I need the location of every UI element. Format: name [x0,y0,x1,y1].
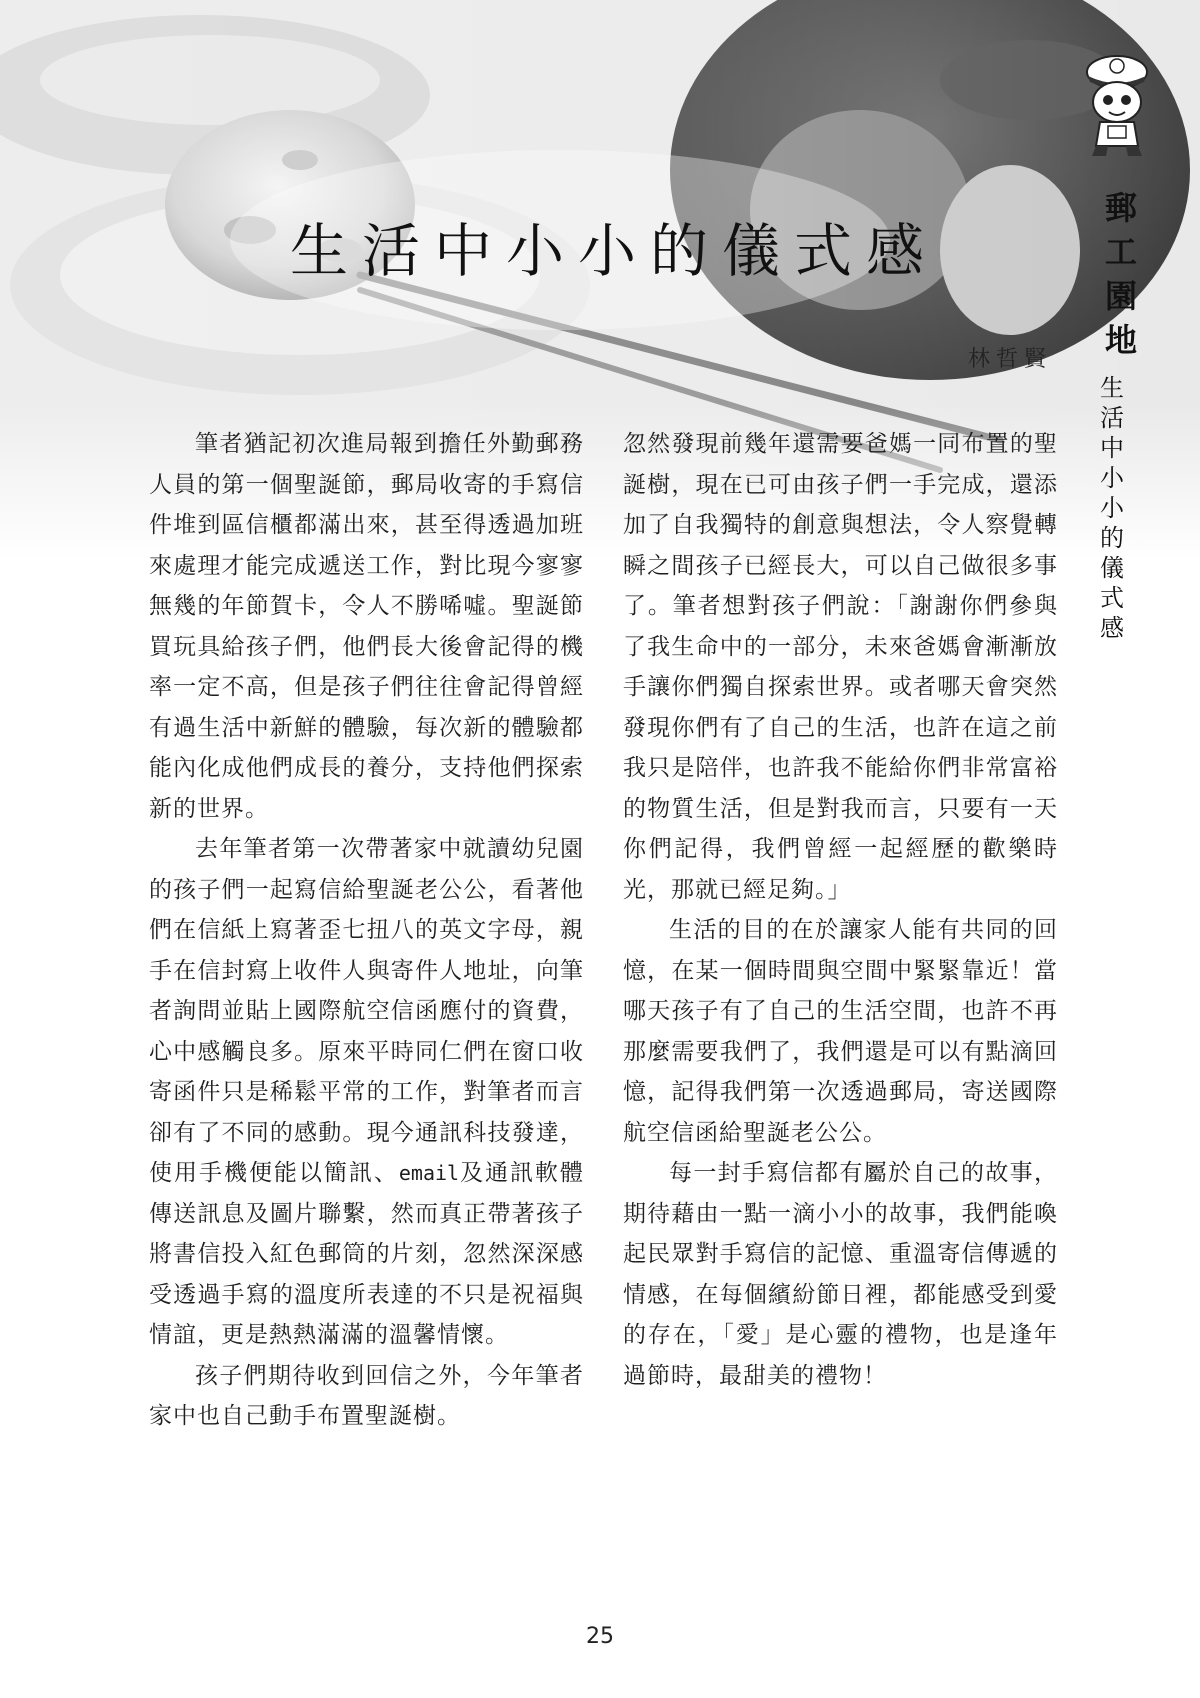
side-article-title: 生 活 中 小 小 的 儀 式 感 [1100,374,1124,642]
paragraph: 去年筆者第一次帶著家中就讀幼兒園的孩子們一起寫信給聖誕老公公，看著他們在信紙上寫著歪七扭八的英文字母，親手在信封寫上收件人與寄件人地址，向筆者詢問並貼上國際航空信函應付的資費，心中感觸良多。原來平時同仁們在窗口收寄函件只是稀鬆平常的工作，對筆者而言卻有了不同的感動。現今通訊科技發達，使用手機便能以簡訊、email及通訊軟體傳送訊息及圖片聯繫，然而真正帶著孩子將書信投入紅色郵筒的片刻，忽然深深感受透過手寫的溫度所表達的不只是祝福與情誼，更是熱熱滿滿的溫馨情懷。 [149,836,585,1348]
paragraph: 每一封手寫信都有屬於自己的故事，期待藉由一點一滴小小的故事，我們能喚起民眾對手寫信的記憶、重溫寄信傳遞的情感，在每個繽紛節日裡，都能感受到愛的存在，「愛」是心靈的禮物，也是逢年過節時，最甜美的禮物！ [623,1160,1058,1389]
article-title: 生活中小小的儀式感 [290,217,939,285]
body-column-right [623,424,1058,1396]
paragraph: 筆者猶記初次進局報到擔任外勤郵務人員的第一個聖誕節，郵局收寄的手寫信件堆到區信櫃都滿出來，甚至得透過加班來處理才能完成遞送工作，對比現今寥寥無幾的年節賀卡，令人不勝唏噓。聖誕節買玩具給孩子們，他們長大後會記得的機率一定不高，但是孩子們往往會記得曾經有過生活中新鮮的體驗，每次新的體驗都能內化成他們成長的養分，支持他們探索新的世界。 [149,431,584,822]
author-name: 林哲賢 [967,347,1052,372]
section-label: 郵 工 園 地 [1104,189,1137,359]
paragraph: 孩子們期待收到回信之外，今年筆者家中也自己動手布置聖誕樹。 [149,1362,584,1429]
paragraph: 忽然發現前幾年還需要爸媽一同布置的聖誕樹，現在已可由孩子們一手完成，還添加了自我獨特的創意與想法，令人察覺轉瞬之間孩子已經長大，可以自己做很多事了。筆者想對孩子們說：「謝謝你們參與了我生命中的一部分，未來爸媽會漸漸放手讓你們獨自探索世界。或者哪天會突然發現你們有了自己的生活，也許在這之前我只是陪伴，也許我不能給你們非常富裕的物質生活，但是對我而言，只要有一天你們記得，我們曾經一起經歷的歡樂時光，那就已經足夠。」 [623,431,1058,903]
postman-mascot-icon [1078,50,1156,158]
body-column-left [149,424,584,1437]
paragraph: 生活的目的在於讓家人能有共同的回憶，在某一個時間與空間中緊緊靠近！當哪天孩子有了自己的生活空間，也許不再那麼需要我們了，我們還是可以有點滴回憶，記得我們第一次透過郵局，寄送國際航空信函給聖誕老公公。 [623,917,1058,1146]
page-number: 25 [586,1624,614,1649]
